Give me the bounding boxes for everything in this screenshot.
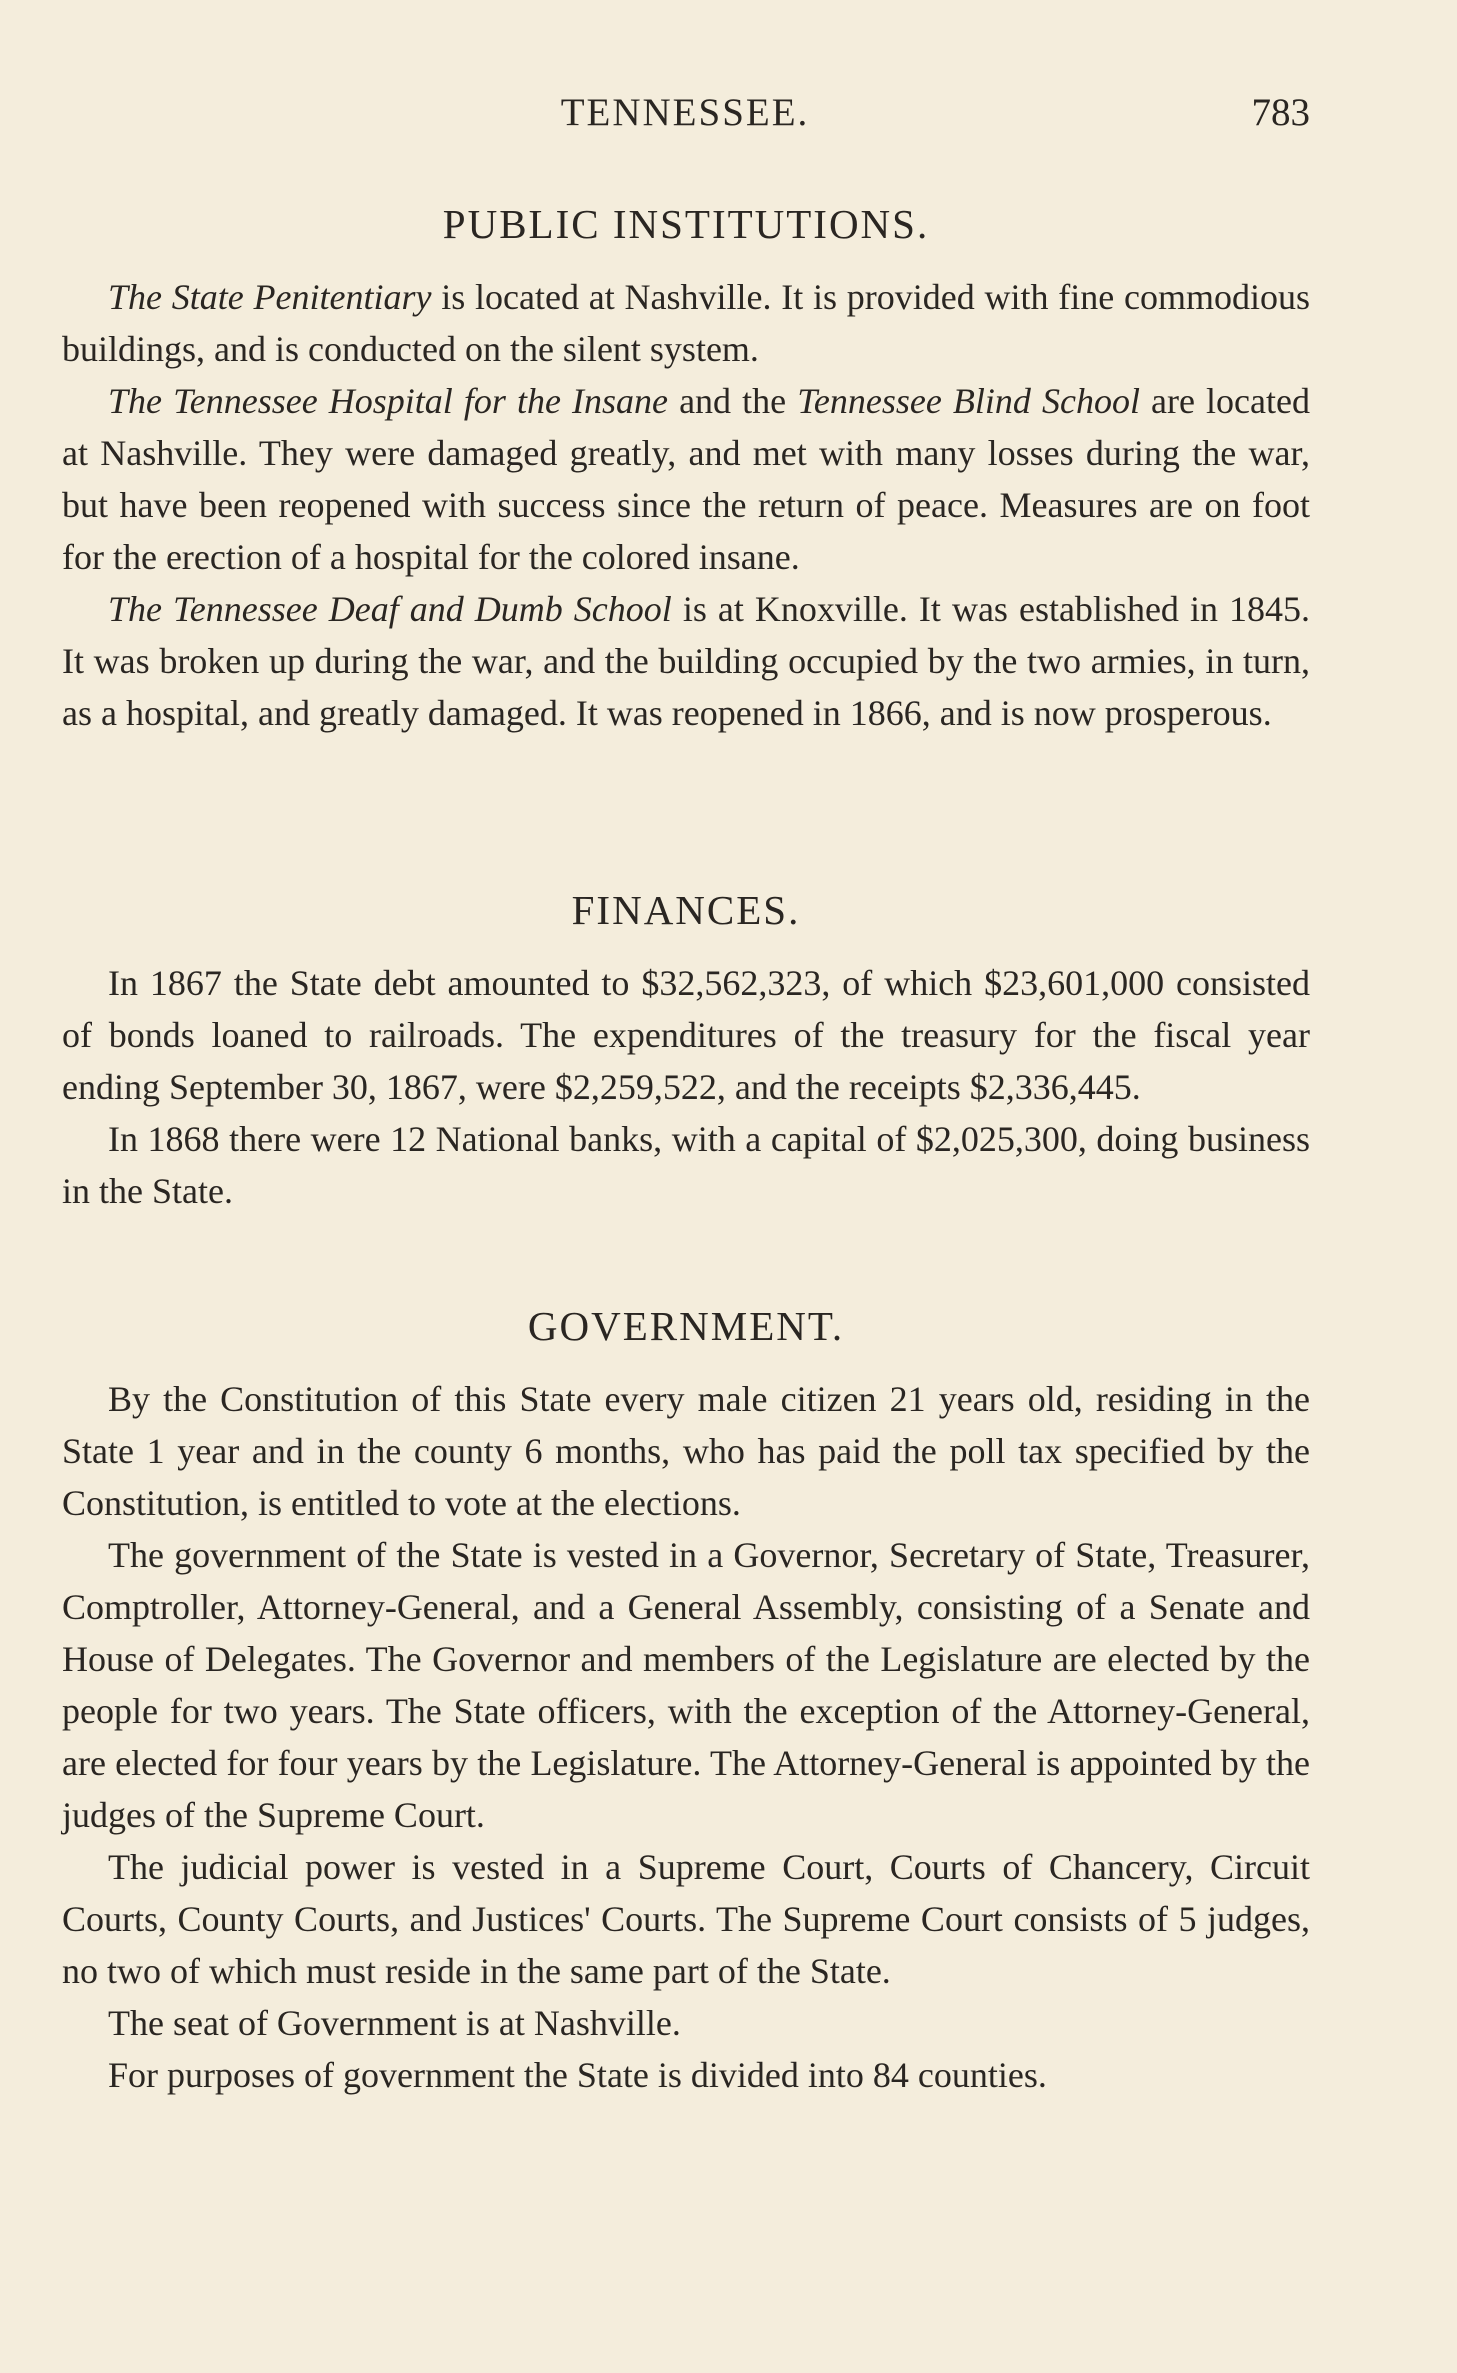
section-heading: FINANCES. [571, 887, 801, 933]
paragraph-deaf-dumb-school [62, 583, 1310, 739]
section-heading: PUBLIC INSTITUTIONS. [442, 201, 930, 247]
paragraph-text: is at Knoxville. It was established in 1845. It was broken up during the war, and the building occupied by the two armies, in turn, as a hospital, and greatly damaged. It was reopened in 1866, and is now prosperous. [62, 589, 1310, 734]
paragraph-government-structure: The government of the State is vested in a Governor, Secretary of State, Treasurer, Comptroller, Attorney-General, and a General Assembly, consisting of a Senate and House of Delegates. The Governor and members of the Legislature are elected by the people for two years. The State officers, with the exception of the Attorney-General, are elected for four years by the Legislature. The Attorney-General is appointed by the judges of the Supreme Court. [62, 1535, 1310, 1836]
paragraph-suffrage: By the Constitution of this State every male citizen 21 years old, residing in the State 1 year and in the county 6 months, who has paid the poll tax specified by the Constitution, is entitled to vote at the elections. [62, 1379, 1310, 1524]
italic-institution-name: The State Penitentiary [108, 277, 432, 318]
paragraph-text: and the [668, 381, 798, 422]
italic-institution-name: The Tennessee Hospital for the Insane [108, 381, 668, 422]
paragraph-penitentiary [62, 271, 1310, 375]
page-number: 783 [1251, 91, 1310, 134]
italic-institution-name: Tennessee Blind School [797, 381, 1140, 422]
page-header [60, 90, 1310, 140]
section-heading: GOVERNMENT. [527, 1303, 845, 1349]
italic-institution-name: The Tennessee Deaf and Dumb School [108, 589, 672, 630]
running-title: TENNESSEE. [560, 91, 810, 134]
paragraph-text: are located at Nashville. They were damaged greatly, and met with many losses during the war, but have been reopened with success since the return of peace. Measures are on foot for the erection of a hospital for the colored insane. [62, 381, 1310, 578]
paragraph-judicial-power: The judicial power is vested in a Supreme Court, Courts of Chancery, Circuit Courts, County Courts, and Justices' Courts. The Supreme Court consists of 5 judges, no two of which must reside in the same part of the State. [62, 1847, 1310, 1992]
paragraph-seat-of-government: The seat of Government is at Nashville. [108, 2003, 681, 2044]
paragraph-counties: For purposes of government the State is divided into 84 counties. [108, 2055, 1047, 2096]
paragraph-state-debt: In 1867 the State debt amounted to $32,562,323, of which $23,601,000 consisted of bonds loaned to railroads. The expenditures of the treasury for the fiscal year ending September 30, 1867, were $2,259,522, and the receipts $2,336,445. [62, 963, 1310, 1108]
paragraph-national-banks: In 1868 there were 12 National banks, with a capital of $2,025,300, doing business in the State. [62, 1119, 1310, 1212]
paragraph-text: is located at Nashville. It is provided with fine commodious buildings, and is conducted on the silent system. [62, 277, 1310, 370]
section-government [62, 1302, 1310, 2101]
section-finances [62, 886, 1310, 1217]
section-public-institutions [62, 200, 1310, 739]
paragraph-hospital-insane [62, 375, 1310, 583]
